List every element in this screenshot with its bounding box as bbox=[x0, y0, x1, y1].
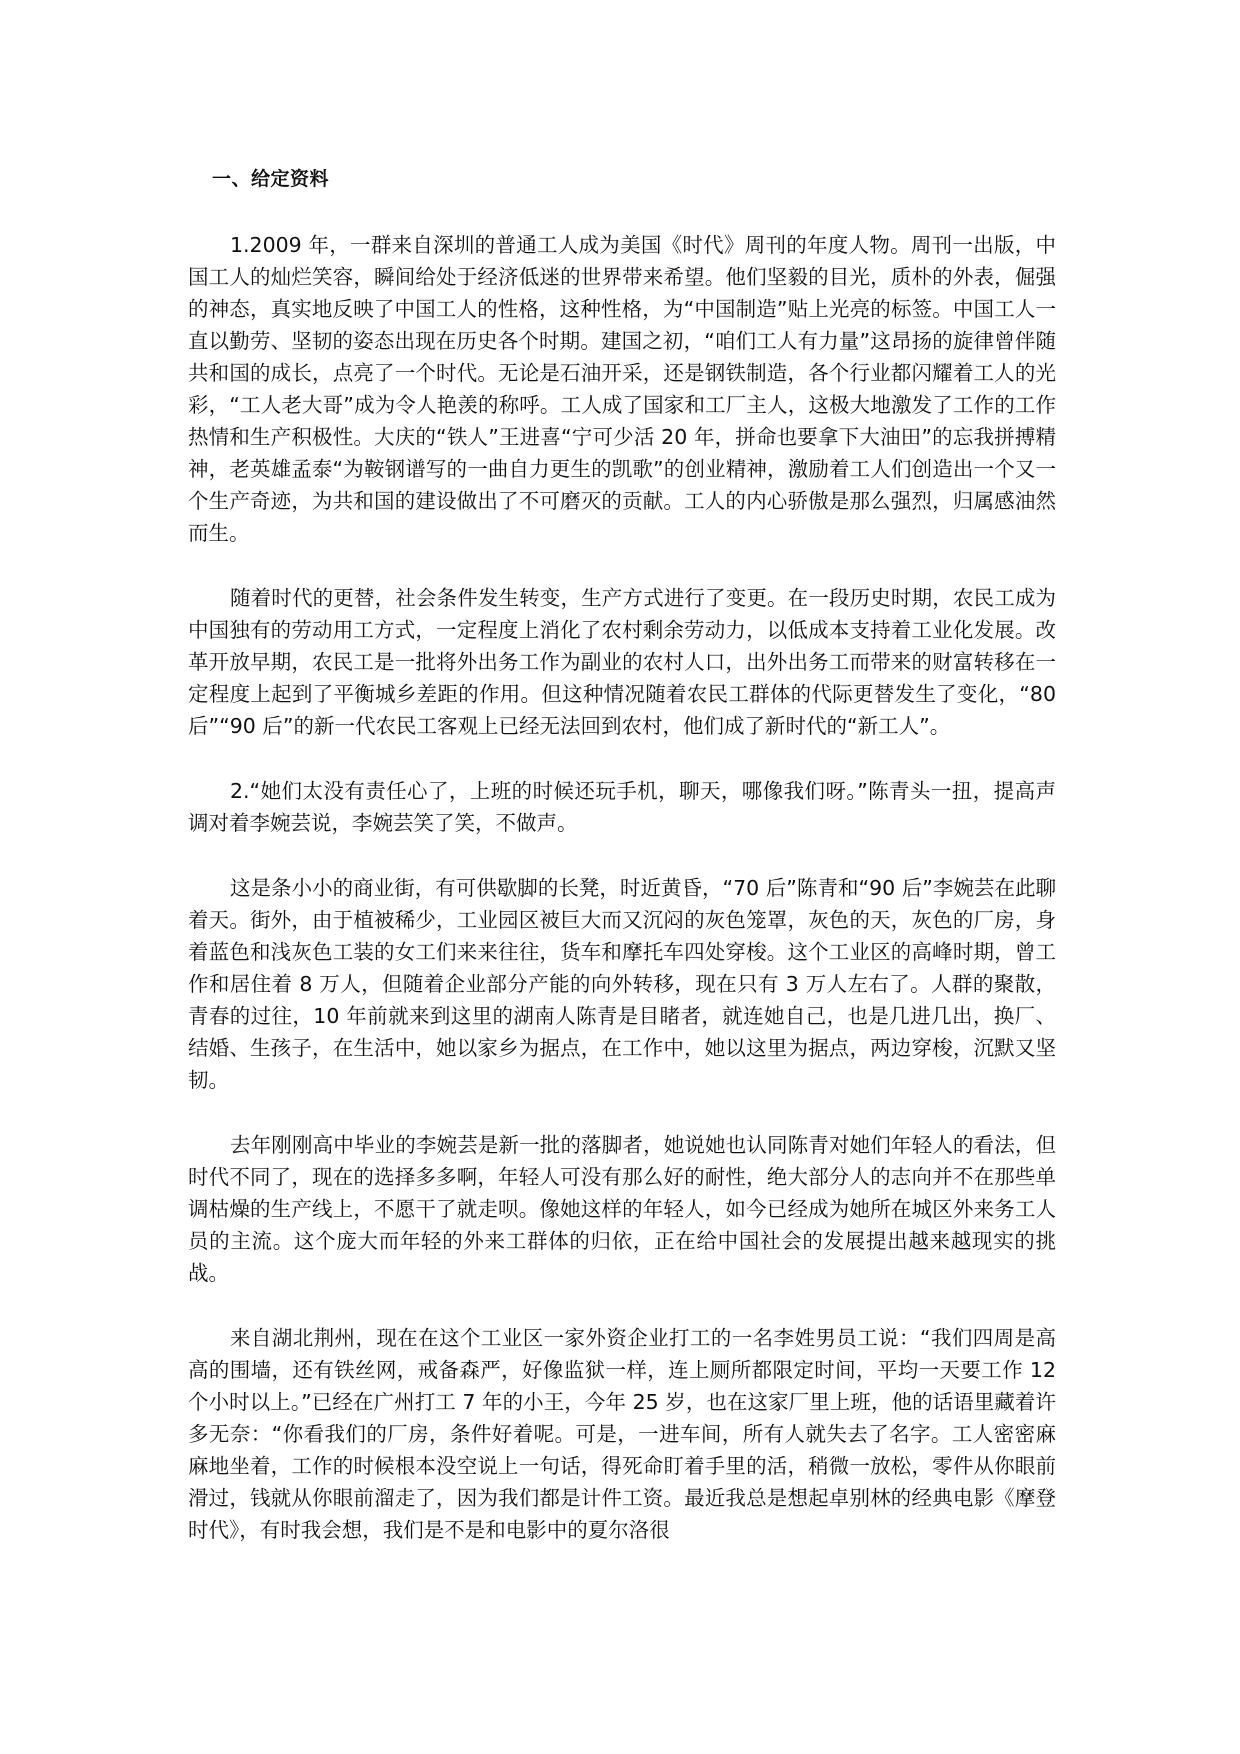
paragraph-5: 去年刚刚高中毕业的李婉芸是新一批的落脚者，她说她也认同陈青对她们年轻人的看法，但时代不同了，现在的选择多多啊，年轻人可没有那么好的耐性，绝大部分人的志向并不在那些单调枯燥的生产线上，不愿干了就走呗。像她这样的年轻人，如今已经成为她所在城区外来务工人员的主流。这个庞大而年轻的外来工群体的归依，正在给中国社会的发展提出越来越现实的挑战。 bbox=[188, 1133, 1056, 1285]
section-heading: 一、给定资料 bbox=[212, 168, 330, 190]
paragraph-4: 这是条小小的商业街，有可供歇脚的长凳，时近黄昏，“70 后”陈青和“90 后”李婉芸在此聊着天。街外，由于植被稀少，工业园区被巨大而又沉闷的灰色笼罩，灰色的天，灰色的厂房，身着蓝色和浅灰色工装的女工们来来往往，货车和摩托车四处穿梭。这个工业区的高峰时期，曾工作和居住着 8 万人，但随着企业部分产能的向外转移，现在只有 3 万人左右了。人群的聚散，青春的过往，10 年前就来到这里的湖南人陈青是目睹者，就连她自己，也是几进几出，换厂、结婚、生孩子，在生活中，她以家乡为据点，在工作中，她以这里为据点，两边穿梭，沉默又坚韧。 bbox=[188, 876, 1056, 1092]
paragraph-6: 来自湖北荆州，现在在这个工业区一家外资企业打工的一名李姓男员工说：“我们四周是高高的围墙，还有铁丝网，戒备森严，好像监狱一样，连上厕所都限定时间，平均一天要工作 12 个小时以上。”已经在广州打工 7 年的小王，今年 25 岁，也在这家厂里上班，他的话语里藏着许多无奈：“你看我们的厂房，条件好着呢。可是，一进车间，所有人就失去了名字。工人密密麻麻地坐着，工作的时候根本没空说上一句话，得死命盯着手里的活，稍微一放松，零件从你眼前滑过，钱就从你眼前溜走了，因为我们都是计件工资。最近我总是想起卓别林的经典电影《摩登时代》，有时我会想，我们是不是和电影中的夏尔洛很 bbox=[188, 1326, 1056, 1542]
paragraph-1: 1.2009 年，一群来自深圳的普通工人成为美国《时代》周刊的年度人物。周刊一出版，中国工人的灿烂笑容，瞬间给处于经济低迷的世界带来希望。他们坚毅的目光，质朴的外表，倔强的神态，真实地反映了中国工人的性格，这种性格，为“中国制造”贴上光亮的标签。中国工人一直以勤劳、坚韧的姿态出现在历史各个时期。建国之初，“咱们工人有力量”这昂扬的旋律曾伴随共和国的成长，点亮了一个时代。无论是石油开采，还是钢铁制造，各个行业都闪耀着工人的光彩，“工人老大哥”成为令人艳羡的称呼。工人成了国家和工厂主人，这极大地激发了工作的工作热情和生产积极性。大庆的“铁人”王进喜“宁可少活 20 年，拼命也要拿下大油田”的忘我拼搏精神，老英雄孟泰“为鞍钢谱写的一曲自力更生的凯歌”的创业精神，激励着工人们创造出一个又一个生产奇迹，为共和国的建设做出了不可磨灭的贡献。工人的内心骄傲是那么强烈，归属感油然而生。 bbox=[188, 233, 1056, 545]
paragraph-2: 随着时代的更替，社会条件发生转变，生产方式进行了变更。在一段历史时期，农民工成为中国独有的劳动用工方式，一定程度上消化了农村剩余劳动力，以低成本支持着工业化发展。改革开放早期，农民工是一批将外出务工作为副业的农村人口，出外出务工而带来的财富转移在一定程度上起到了平衡城乡差距的作用。但这种情况随着农民工群体的代际更替发生了变化，“80 后”“90 后”的新一代农民工客观上已经无法回到农村，他们成了新时代的“新工人”。 bbox=[188, 586, 1056, 738]
paragraph-3: 2.“她们太没有责任心了，上班的时候还玩手机，聊天，哪像我们呀。”陈青头一扭，提高声调对着李婉芸说，李婉芸笑了笑，不做声。 bbox=[188, 779, 1056, 835]
document-body bbox=[188, 229, 1056, 1579]
